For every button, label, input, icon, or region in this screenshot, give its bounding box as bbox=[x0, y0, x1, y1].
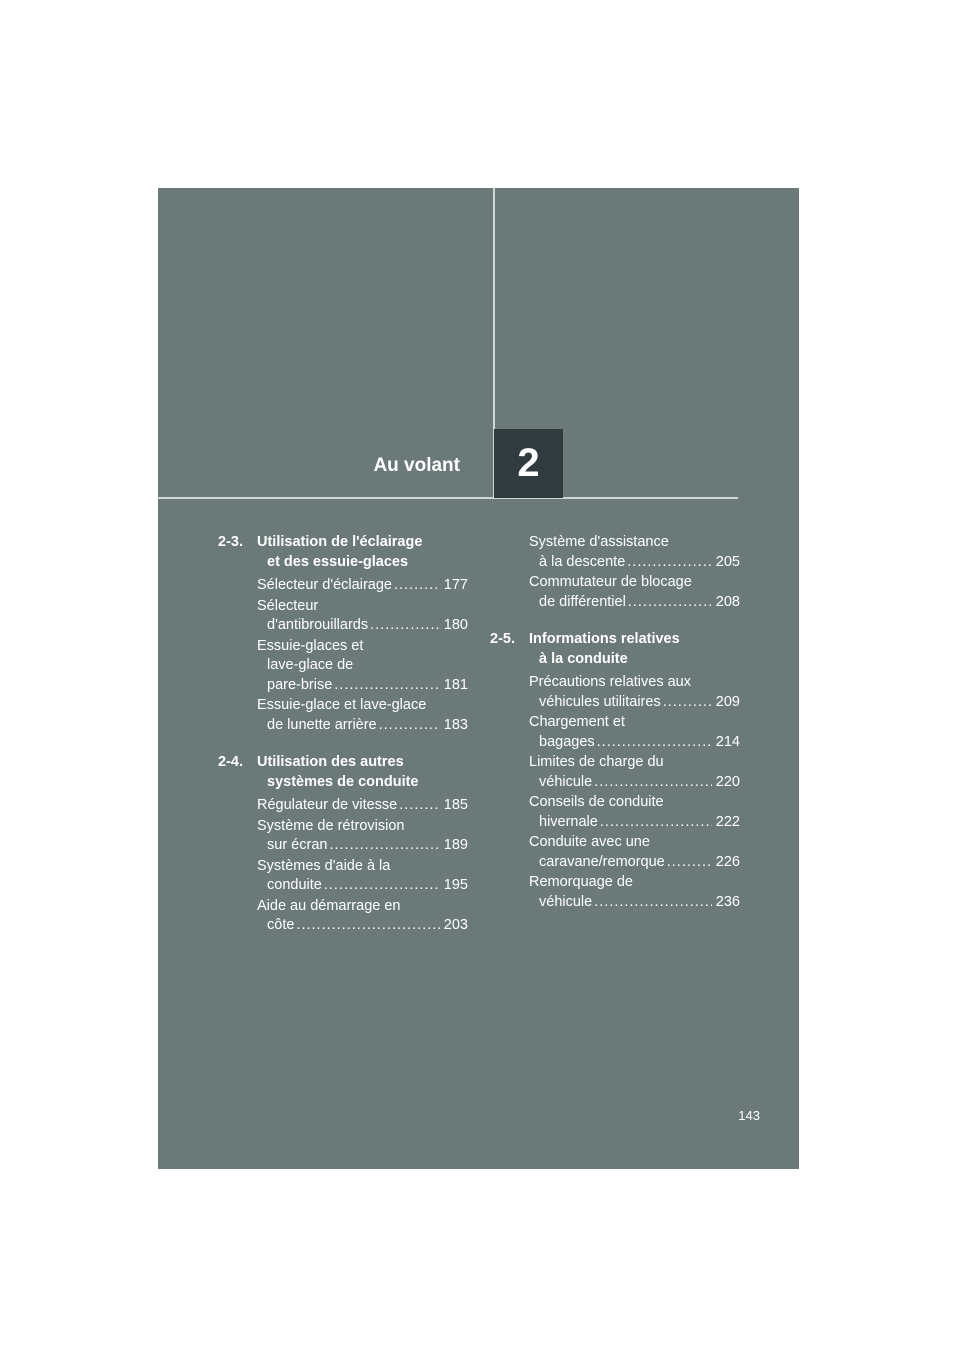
entry-text-line: caravane/remorque bbox=[539, 853, 665, 870]
entry-text-line: à la descente bbox=[539, 553, 626, 570]
toc-section-heading[interactable] bbox=[490, 630, 740, 669]
entry-text-line: lave-glace de bbox=[267, 657, 354, 673]
dot-leader bbox=[329, 836, 439, 856]
entry-last-line bbox=[529, 693, 740, 713]
dot-leader bbox=[324, 876, 440, 896]
dot-leader bbox=[594, 773, 712, 793]
entry-text-line: sur écran bbox=[267, 837, 328, 853]
section-number: 2-3. bbox=[218, 534, 243, 550]
entry-page-number: 180 bbox=[443, 617, 468, 633]
entry-last-line bbox=[257, 796, 468, 816]
entry-text-line: Précautions relatives aux bbox=[529, 674, 691, 690]
entry-last-line bbox=[257, 916, 468, 936]
entry-last-line bbox=[529, 893, 740, 913]
toc-entry[interactable] bbox=[218, 637, 468, 696]
entry-page-number: 183 bbox=[443, 716, 468, 733]
section-title-line: systèmes de conduite bbox=[267, 773, 419, 790]
entry-text-line: Sélecteur bbox=[257, 597, 319, 614]
dot-leader bbox=[399, 796, 440, 816]
entry-text-line: Régulateur de vitesse bbox=[257, 797, 398, 813]
entry-page-number: 203 bbox=[443, 917, 468, 933]
entry-text-line: Conseils de conduite bbox=[529, 794, 664, 810]
entry-last-line bbox=[529, 773, 740, 793]
dot-leader bbox=[379, 716, 440, 736]
entry-last-line bbox=[529, 553, 740, 573]
dot-leader bbox=[627, 553, 712, 573]
dot-leader bbox=[334, 676, 440, 696]
entry-last-line bbox=[529, 853, 740, 873]
entry-page-number: 220 bbox=[715, 773, 740, 790]
toc-entry[interactable] bbox=[490, 573, 740, 612]
entry-page-number: 177 bbox=[443, 577, 468, 593]
entry-last-line bbox=[257, 576, 468, 596]
entry-last-line bbox=[257, 876, 468, 896]
toc-entry[interactable] bbox=[490, 713, 740, 752]
toc-entry[interactable] bbox=[490, 673, 740, 712]
section-title-line: Informations relatives bbox=[529, 631, 680, 647]
entry-last-line bbox=[529, 733, 740, 753]
entry-text-line: Système d'assistance bbox=[529, 534, 669, 550]
toc-entry[interactable] bbox=[490, 833, 740, 872]
entry-last-line bbox=[257, 716, 468, 736]
chapter-number: 2 bbox=[517, 441, 540, 485]
entry-text-line: Systèmes d'aide à la bbox=[257, 857, 391, 874]
dot-leader bbox=[394, 576, 440, 596]
entry-last-line bbox=[529, 593, 740, 613]
entry-text-line: d'antibrouillards bbox=[267, 617, 369, 633]
entry-page-number: 185 bbox=[443, 797, 468, 813]
toc-right-column bbox=[490, 533, 740, 913]
divider-horizontal bbox=[158, 497, 738, 499]
section-title-line: et des essuie-glaces bbox=[267, 553, 409, 570]
section-number: 2-4. bbox=[218, 754, 243, 770]
toc-section-heading[interactable] bbox=[218, 533, 468, 572]
section-gap bbox=[490, 613, 740, 630]
chapter-number-box bbox=[494, 429, 563, 498]
toc-entry[interactable] bbox=[218, 696, 468, 735]
entry-text-line: Chargement et bbox=[529, 714, 625, 730]
entry-page-number: 189 bbox=[443, 837, 468, 853]
section-title bbox=[257, 533, 468, 572]
entry-page-number: 222 bbox=[715, 813, 740, 830]
entry-last-line bbox=[257, 616, 468, 636]
dot-leader bbox=[663, 693, 712, 713]
toc-entry[interactable] bbox=[490, 753, 740, 792]
entry-text-line: véhicule bbox=[539, 893, 593, 910]
toc-entry[interactable] bbox=[490, 533, 740, 572]
entry-text-line: bagages bbox=[539, 733, 595, 750]
page-number: 143 bbox=[738, 1108, 760, 1123]
dot-leader bbox=[628, 593, 712, 613]
section-title bbox=[529, 630, 740, 669]
entry-page-number: 236 bbox=[715, 893, 740, 910]
entry-text-line: pare-brise bbox=[267, 676, 333, 693]
entry-text-line: Commutateur de blocage bbox=[529, 574, 692, 590]
dot-leader bbox=[370, 616, 440, 636]
entry-last-line bbox=[257, 836, 468, 856]
section-title-line: Utilisation des autres bbox=[257, 754, 404, 770]
dot-leader bbox=[594, 893, 712, 913]
dot-leader bbox=[296, 916, 439, 936]
entry-page-number: 214 bbox=[715, 733, 740, 750]
entry-text-line: de différentiel bbox=[539, 593, 626, 610]
entry-page-number: 226 bbox=[715, 853, 740, 870]
entry-page-number: 181 bbox=[443, 676, 468, 693]
section-gap bbox=[218, 736, 468, 753]
dot-leader bbox=[667, 853, 712, 873]
section-title bbox=[257, 753, 468, 792]
toc-section-heading[interactable] bbox=[218, 753, 468, 792]
toc-entry[interactable] bbox=[218, 576, 468, 596]
toc-left-column bbox=[218, 533, 468, 937]
entry-text-line: Essuie-glace et lave-glace bbox=[257, 697, 427, 713]
dot-leader bbox=[597, 733, 712, 753]
entry-page-number: 208 bbox=[715, 593, 740, 610]
section-number: 2-5. bbox=[490, 631, 515, 647]
entry-text-line: Système de rétrovision bbox=[257, 817, 405, 834]
toc-entry[interactable] bbox=[218, 597, 468, 636]
entry-last-line bbox=[529, 813, 740, 833]
toc-entry[interactable] bbox=[218, 857, 468, 896]
entry-text-line: Aide au démarrage en bbox=[257, 897, 401, 914]
entry-text-line: côte bbox=[267, 917, 295, 933]
toc-entry[interactable] bbox=[218, 796, 468, 816]
entry-page-number: 195 bbox=[443, 877, 468, 893]
section-title-line: à la conduite bbox=[539, 650, 628, 667]
chapter-title: Au volant bbox=[373, 455, 460, 476]
entry-text-line: véhicule bbox=[539, 773, 593, 790]
toc-entry[interactable] bbox=[490, 873, 740, 912]
entry-page-number: 209 bbox=[715, 693, 740, 710]
dot-leader bbox=[600, 813, 712, 833]
entry-text-line: hivernale bbox=[539, 813, 598, 830]
section-title-line: Utilisation de l'éclairage bbox=[257, 534, 423, 550]
entry-text-line: Sélecteur d'éclairage bbox=[257, 577, 392, 593]
entry-text-line: conduite bbox=[267, 877, 322, 893]
entry-last-line bbox=[257, 676, 468, 696]
entry-text-line: Remorquage de bbox=[529, 874, 633, 890]
toc-entry[interactable] bbox=[218, 897, 468, 936]
entry-text-line: de lunette arrière bbox=[267, 716, 377, 733]
entry-text-line: véhicules utilitaires bbox=[539, 693, 661, 710]
entry-text-line: Essuie-glaces et bbox=[257, 637, 364, 654]
entry-page-number: 205 bbox=[715, 553, 740, 570]
entry-text-line: Limites de charge du bbox=[529, 754, 664, 770]
toc-entry[interactable] bbox=[218, 817, 468, 856]
entry-text-line: Conduite avec une bbox=[529, 834, 650, 850]
toc-entry[interactable] bbox=[490, 793, 740, 832]
